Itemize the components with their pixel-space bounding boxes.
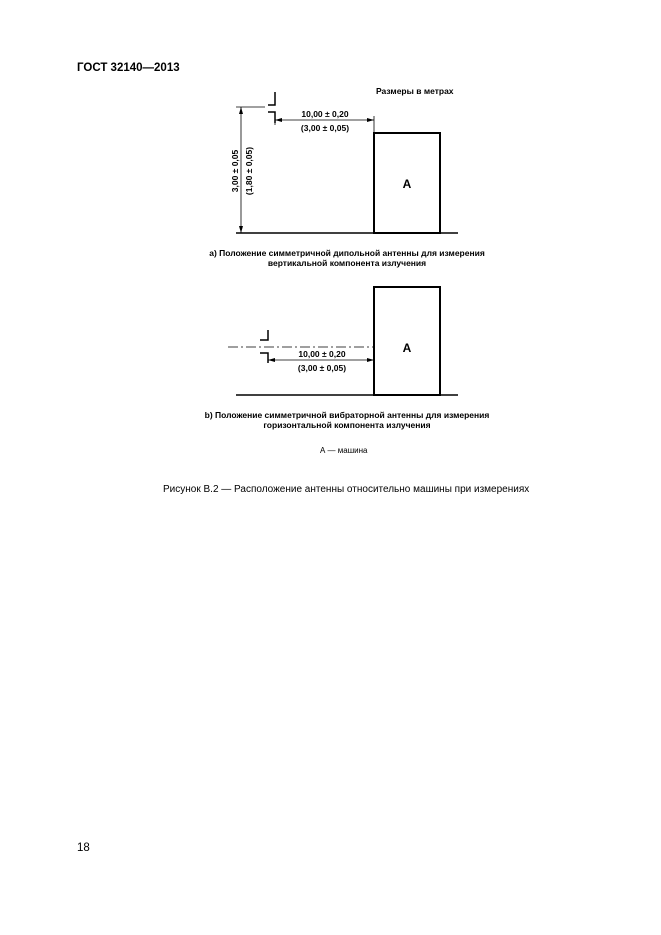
part-a-vertical-dimension: 3,00 ± 0,05: [230, 149, 240, 193]
page-number: 18: [77, 842, 90, 854]
part-b-machine-label: A: [402, 341, 412, 355]
part-a-caption-line2: вертикальной компонента излучения: [267, 258, 427, 268]
part-a-dipole-antenna: [268, 92, 275, 105]
part-a-vertical-dimension-alt: (1,80 ± 0,05): [244, 146, 254, 196]
part-a-caption-line1: а) Положение симметричной дипольной антенны для измерения: [209, 248, 485, 258]
part-b-horizontal-dimension: 10,00 ± 0,20: [298, 349, 346, 359]
part-b-caption-line1: b) Положение симметричной вибраторной антенны для измерения: [204, 410, 490, 420]
part-b-horizontal-dimension-alt: (3,00 ± 0,05): [297, 363, 347, 373]
part-a-machine-label: A: [402, 177, 412, 191]
part-a-horizontal-dimension: 10,00 ± 0,20: [301, 109, 349, 119]
part-a-horizontal-dimension-alt: (3,00 ± 0,05): [300, 123, 350, 133]
units-note: Размеры в метрах: [376, 86, 454, 96]
part-b-dipole-antenna: [260, 330, 268, 340]
part-a-caption: [177, 248, 517, 268]
figure-caption: Рисунок В.2 — Расположение антенны относительно машины при измерениях: [163, 484, 530, 495]
figure-legend: А — машина: [320, 446, 368, 455]
part-b-caption: [177, 410, 517, 430]
document-header: ГОСТ 32140—2013: [77, 62, 180, 74]
part-b-drawing: [228, 287, 458, 395]
part-b-caption-line2: горизонтальной компонента излучения: [263, 420, 431, 430]
